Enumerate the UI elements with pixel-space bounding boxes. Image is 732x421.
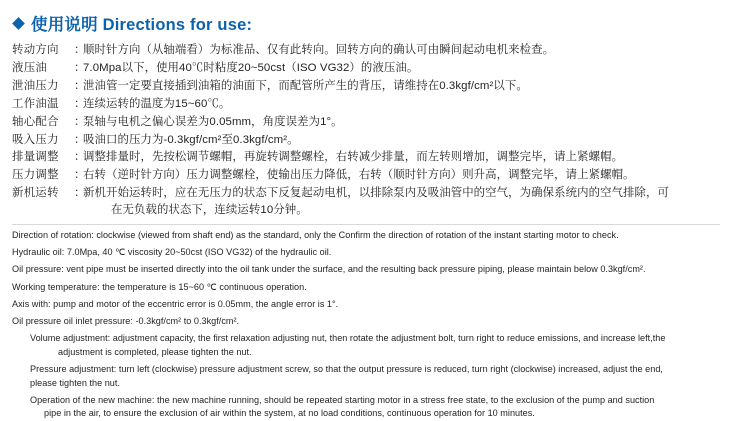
cn-colon: ： [74, 61, 86, 74]
list-item [12, 78, 720, 94]
list-item [12, 332, 720, 359]
cn-body: 吸油口的压力为-0.3kgf/cm²至0.3kgf/cm²。 [83, 133, 299, 146]
cn-label: 吸入压力 [12, 133, 59, 146]
list-item [12, 42, 720, 58]
list-item: Hydraulic oil: 7.0Mpa, 40 ℃ viscosity 20~50cst (ISO VG32) of the hydraulic oil. [12, 247, 332, 258]
page-title-row [12, 10, 720, 36]
cn-body-line-1: 新机开始运转时，应在无压力的状态下反复起动电机，以排除泵内及吸油管中的空气，为确保系统内的空气排除，可 [83, 187, 670, 200]
cn-colon: ： [74, 44, 86, 56]
list-item: Axis with: pump and motor of the eccentric error is 0.05mm, the angle error is 1°. [12, 298, 339, 309]
cn-colon: ： [74, 151, 86, 164]
list-item [12, 60, 720, 76]
list-item [12, 149, 720, 165]
cn-colon: ： [74, 169, 86, 182]
list-item [12, 363, 720, 390]
en-line-1: Operation of the new machine: the new machine running, should be repeated starting motor in a stress free state, to the exclusion of the pump and suction [30, 394, 655, 405]
page-title: 使用说明 Directions for use: [31, 16, 253, 34]
cn-label: 液压油 [12, 61, 48, 74]
cn-label: 工作油温 [12, 97, 59, 110]
list-item [12, 185, 720, 218]
cn-body: 右转（逆时针方向）压力调整螺栓，使输出压力降低，右转（顺时针方向）则升高，调整完毕，请上紧螺帽。 [83, 169, 635, 182]
cn-label: 转动方向 [12, 44, 59, 56]
list-item: Oil pressure: vent pipe must be inserted directly into the oil tank under the surface, and the resulting back pressure piping, please maintain below 0.3kgf/cm². [12, 264, 646, 275]
chinese-instructions-list [12, 42, 720, 218]
en-line-1: Pressure adjustment: turn left (clockwise) pressure adjustment screw, so that the output pressure is reduced, turn right (clockwise) increased, adjust the end, [30, 363, 663, 374]
cn-label: 压力调整 [12, 169, 59, 182]
cn-colon: ： [74, 79, 86, 92]
cn-body: 连续运转的温度为15~60℃。 [83, 97, 231, 110]
list-item [12, 167, 720, 183]
en-line-1: Volume adjustment: adjustment capacity, the first relaxation adjusting nut, then rotate the adjustment bolt, turn right to reduce emissions, and increase left,the [30, 333, 666, 344]
diamond-bullet-icon [12, 17, 25, 30]
cn-body: 7.0Mpa以下，使用40℃时粘度20~50cst（ISO VG32）的液压油。 [83, 61, 419, 74]
list-item [12, 96, 720, 112]
cn-label: 排量调整 [12, 151, 59, 164]
english-instructions-list [12, 229, 720, 421]
cn-body: 顺时针方向（从轴端看）为标准品、仅有此转向。回转方向的确认可由瞬间起动电机来检查。 [83, 44, 555, 56]
cn-body-line-2: 在无负载的状态下，连续运转10分钟。 [111, 203, 308, 216]
cn-body: 泄油管一定要直接插到油箱的油面下，而配管所产生的背压，请维持在0.3kgf/cm²以下。 [83, 79, 528, 92]
list-item: Working temperature: the temperature is 15~60 ℃ continuous operation. [12, 281, 307, 292]
en-line-2: adjustment is completed, please tighten the nut. [58, 346, 252, 357]
en-line-2: please tighten the nut. [30, 377, 120, 388]
cn-body [83, 185, 720, 218]
cn-colon: ： [74, 115, 86, 128]
list-item: Oil pressure oil inlet pressure: -0.3kgf/cm² to 0.3kgf/cm². [12, 316, 240, 326]
cn-label: 新机运转 [12, 187, 59, 200]
cn-label: 泄油压力 [12, 79, 59, 92]
section-divider [12, 224, 720, 225]
list-item [12, 114, 720, 130]
list-item: Direction of rotation: clockwise (viewed from shaft end) as the standard, only the Confirm the direction of rotation of the instant starting motor to check. [12, 230, 619, 241]
cn-colon: ： [74, 133, 86, 146]
cn-label: 轴心配合 [12, 115, 59, 128]
list-item [12, 394, 720, 421]
en-line-2: pipe in the air, to ensure the exclusion of air within the system, at no load conditions, continuous operation for 10 minutes. [44, 408, 535, 419]
cn-body: 泵轴与电机之偏心误差为0.05mm，角度误差为1°。 [83, 115, 343, 128]
list-item [12, 132, 720, 148]
cn-colon: ： [74, 187, 86, 200]
cn-body: 调整排量时，先按松调节螺帽，再旋转调整螺栓，右转减少排量，而左转则增加，调整完毕，请上紧螺帽。 [83, 151, 624, 164]
cn-colon: ： [74, 97, 86, 110]
